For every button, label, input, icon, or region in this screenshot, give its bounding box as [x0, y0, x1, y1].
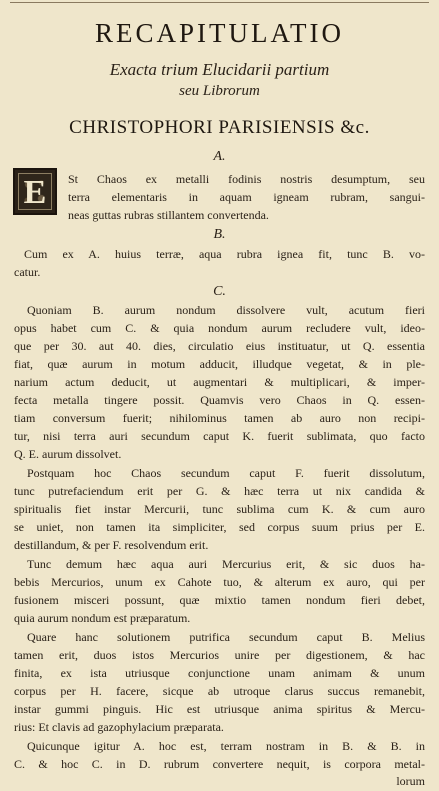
ornamental-initial-icon [13, 168, 57, 215]
text-line: tamen erit, duos istos Mercurios unire per digestionem, & hac [14, 648, 425, 662]
text-line: catur. [14, 265, 41, 279]
text-line: bebis Mercurios, unum ex Cahote tuo, & alterum ex auro, qui per [14, 575, 425, 589]
section-label-a: A. [213, 149, 226, 164]
text-line: C. & hoc C. in D. rubrum convertere nequit, is corpora metal- [14, 757, 425, 771]
top-rule [10, 2, 429, 7]
text-line: Quare hanc solutionem putrifica secundum caput B. Melius [27, 630, 425, 644]
text-line: se uniet, non tamen ita simpliciter, sed corpus suum prius per E. [14, 520, 425, 534]
text-line: rius: Et clavis ad gazophylacium præparata. [14, 720, 224, 734]
text-line: narium actum deducit, ut augmentari & multiplicari, & imper- [14, 375, 425, 389]
text-line: tiam conversum fuerit; nihilominus tamen ab auro non recipi- [14, 411, 425, 425]
text-line: Cum ex A. huius terræ, aqua rubra ignea fit, tunc B. vo- [24, 247, 425, 261]
text-line: Quoniam B. aurum nondum dissolvere vult, acutum fieri [27, 303, 425, 317]
page-title: RECAPITULATIO [95, 18, 344, 48]
text-line: instar gummi pinguis. Hic est utriusque anima spiritus & Mercu- [14, 702, 425, 716]
text-line: fusionem misceri possunt, quæ mixtio tamen nondum fieri debet, [14, 593, 425, 607]
text-line: Tunc demum hæc aqua auri Mercurius erit, & sic duos ha- [27, 557, 425, 571]
text-line: tur, nisi terra auri secundum caput K. fuerit sublimata, quo facto [14, 429, 425, 443]
text-line: finita, ex ista utriusque conjunctione unam animam & unum [14, 666, 425, 680]
section-label-c: C. [213, 284, 226, 299]
text-line: opus habet cum C. & quia nondum aurum recludere vult, ideo- [14, 321, 425, 335]
text-line: quia aurum nondum est præparatum. [14, 611, 191, 625]
text-line: tunc putrefaciendum erit per G. & hæc terra ut nix candida & [14, 484, 425, 498]
text-line: terra elementaris in aquam igneam rubram, sangui- [68, 190, 425, 204]
text-line: fecta metalla tingere possit. Quamvis vero Chaos in Q. essen- [14, 393, 425, 407]
text-line: Quicunque igitur A. hoc est, terram nostram in B. & B. in [27, 739, 425, 753]
text-line: fiat, quæ aurum in motum adducit, illudque vegetat, & in ple- [14, 357, 425, 371]
text-line: spiritualis fiet instar Mercurii, tunc sublima cum K. & cum auro [14, 502, 425, 516]
catchword: lorum [396, 774, 425, 788]
text-line: destillandum, & per F. resolvendum erit. [14, 538, 209, 552]
text-line: neas guttas rubras stillantem convertenda. [68, 208, 269, 222]
text-line: corpus per H. facere, sicque ab utroque clarus succus remanebit, [14, 684, 425, 698]
author-heading: CHRISTOPHORI PARISIENSIS &c. [69, 117, 370, 138]
initial-letter: E [23, 174, 47, 211]
section-label-b: B. [213, 227, 226, 242]
text-line: Q. E. aurum dissolvet. [14, 447, 122, 461]
page-subtitle: Exacta trium Elucidarii partium [109, 60, 330, 79]
text-line: Postquam hoc Chaos secundum caput F. fuerit dissolutum, [27, 466, 425, 480]
text-line: St Chaos ex metalli fodinis nostris desumptum, seu [68, 172, 425, 186]
text-line: que per 30. aut 40. dies, circulatio eius instituatur, ut Q. essentia [14, 339, 425, 353]
page-subtitle-second: seu Librorum [179, 83, 260, 99]
